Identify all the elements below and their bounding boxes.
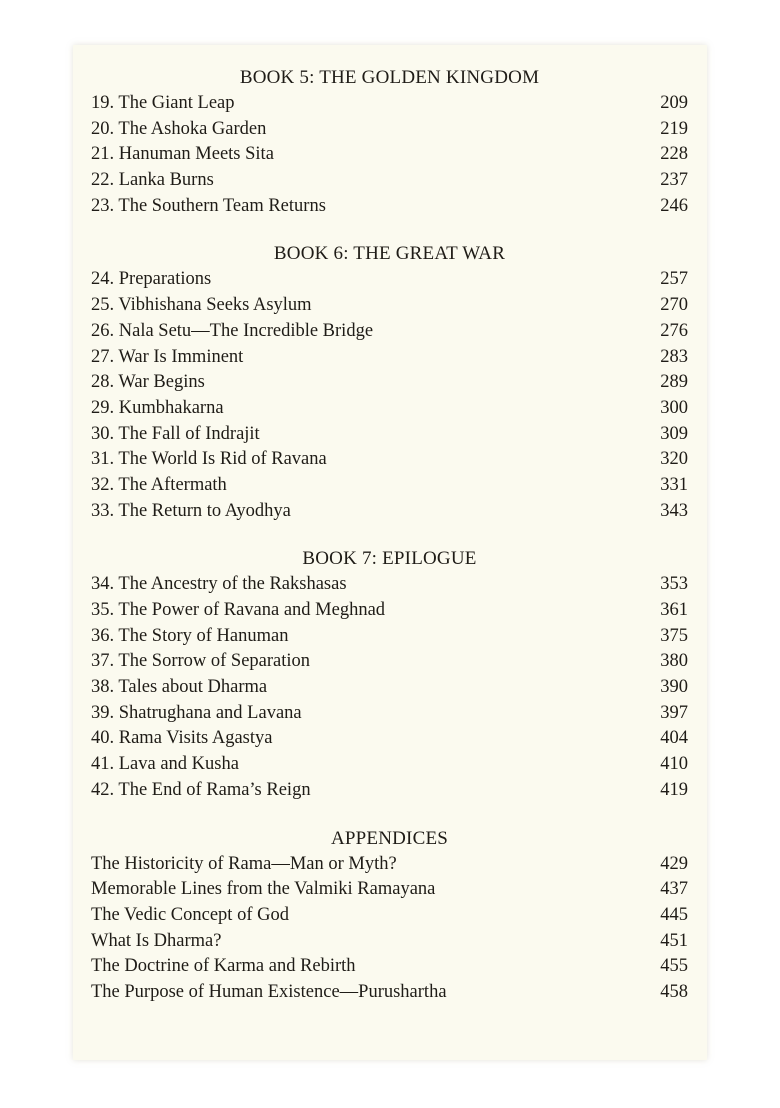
toc-entry xyxy=(91,422,688,448)
entry-title: 38. Tales about Dharma xyxy=(91,677,268,698)
entry-page: 404 xyxy=(660,728,688,749)
toc-entry xyxy=(91,852,688,878)
entry-page: 397 xyxy=(660,702,688,723)
entry-title: 27. War Is Imminent xyxy=(91,346,244,367)
entry-page: 276 xyxy=(660,320,688,341)
toc-entry xyxy=(91,726,688,752)
entry-title: 37. The Sorrow of Separation xyxy=(91,651,311,672)
entry-page: 219 xyxy=(660,118,688,139)
entry-page: 458 xyxy=(660,981,688,1002)
toc-entry xyxy=(91,194,688,220)
entry-title: 41. Lava and Kusha xyxy=(91,754,239,775)
entry-title: 21. Hanuman Meets Sita xyxy=(91,144,274,165)
toc-entry xyxy=(91,929,688,955)
toc-entry xyxy=(91,370,688,396)
toc-entry xyxy=(91,396,688,422)
toc-entry xyxy=(91,954,688,980)
toc-entry xyxy=(91,267,688,293)
entry-page: 320 xyxy=(660,449,688,470)
entry-page: 445 xyxy=(660,904,688,925)
toc-entry xyxy=(91,168,688,194)
toc-entry xyxy=(91,778,688,804)
section-spacer xyxy=(91,524,688,546)
entry-title: 35. The Power of Ravana and Meghnad xyxy=(91,600,386,620)
section-spacer xyxy=(91,804,688,826)
toc-entry xyxy=(91,980,688,1006)
entry-title: What Is Dharma? xyxy=(91,930,222,951)
toc-entry xyxy=(91,701,688,727)
entry-title: 23. The Southern Team Returns xyxy=(91,195,326,216)
toc-entry xyxy=(91,142,688,168)
entry-title: 39. Shatrughana and Lavana xyxy=(91,702,302,723)
toc-entry xyxy=(91,447,688,473)
entry-page: 451 xyxy=(660,930,688,951)
toc-entry xyxy=(91,319,688,345)
toc-entry xyxy=(91,473,688,499)
entry-page: 289 xyxy=(660,372,688,393)
entry-title: 20. The Ashoka Garden xyxy=(91,118,267,139)
toc-entry xyxy=(91,117,688,143)
entry-title: 42. The End of Rama’s Reign xyxy=(91,779,311,800)
section-spacer xyxy=(91,219,688,241)
section-title-book-5: BOOK 5: THE GOLDEN KINGDOM xyxy=(239,67,540,88)
entry-page: 455 xyxy=(660,956,688,977)
toc-entry xyxy=(91,752,688,778)
entry-title: 32. The Aftermath xyxy=(91,474,227,495)
entry-title: 29. Kumbhakarna xyxy=(91,397,224,418)
entry-page: 246 xyxy=(660,195,688,216)
entry-page: 309 xyxy=(660,423,688,444)
entry-page: 283 xyxy=(660,346,688,367)
entry-title: 30. The Fall of Indrajit xyxy=(91,423,260,444)
entry-title: 34. The Ancestry of the Rakshasas xyxy=(91,574,347,595)
entry-page: 380 xyxy=(660,651,688,672)
toc-entry xyxy=(91,624,688,650)
section-title-book-6: BOOK 6: THE GREAT WAR xyxy=(273,243,506,265)
entry-page: 429 xyxy=(660,853,688,874)
entry-page: 390 xyxy=(660,677,688,698)
entry-page: 410 xyxy=(660,754,688,775)
entry-page: 361 xyxy=(660,600,688,620)
entry-page: 331 xyxy=(660,474,688,495)
entry-title: 19. The Giant Leap xyxy=(91,93,235,113)
entry-title: 26. Nala Setu—The Incredible Bridge xyxy=(91,320,374,341)
table-of-contents xyxy=(91,65,688,1006)
toc-entry xyxy=(91,675,688,701)
entry-page: 375 xyxy=(660,625,688,646)
section-title-appendices: APPENDICES xyxy=(330,827,449,849)
entry-title: The Historicity of Rama—Man or Myth? xyxy=(91,853,397,874)
entry-title: The Vedic Concept of God xyxy=(91,904,289,925)
toc-entry xyxy=(91,649,688,675)
book-page xyxy=(73,45,707,1060)
section-title-book-7: BOOK 7: EPILOGUE xyxy=(302,548,477,570)
entry-title: The Purpose of Human Existence—Purushartha xyxy=(91,981,447,1002)
entry-page: 343 xyxy=(660,500,688,521)
entry-title: 36. The Story of Hanuman xyxy=(91,625,289,646)
toc-entry xyxy=(91,572,688,598)
entry-page: 228 xyxy=(660,144,688,165)
entry-page: 353 xyxy=(660,574,688,595)
toc-entry xyxy=(91,345,688,371)
toc-entry xyxy=(91,91,688,117)
entry-title: The Doctrine of Karma and Rebirth xyxy=(91,956,356,977)
entry-title: 33. The Return to Ayodhya xyxy=(91,500,291,521)
entry-page: 437 xyxy=(660,879,688,900)
entry-title: 25. Vibhishana Seeks Asylum xyxy=(91,295,312,316)
entry-page: 237 xyxy=(660,170,688,191)
entry-page: 300 xyxy=(660,397,688,418)
toc-entry xyxy=(91,598,688,624)
entry-page: 270 xyxy=(660,295,688,316)
entry-title: 31. The World Is Rid of Ravana xyxy=(91,449,327,470)
entry-title: 40. Rama Visits Agastya xyxy=(91,728,273,749)
toc-entry xyxy=(91,499,688,525)
entry-title: 22. Lanka Burns xyxy=(91,170,214,191)
entry-title: 28. War Begins xyxy=(91,372,205,393)
toc-entry xyxy=(91,293,688,319)
toc-entry xyxy=(91,903,688,929)
entry-page: 419 xyxy=(660,779,688,800)
entry-page: 257 xyxy=(660,269,688,290)
toc-entry xyxy=(91,877,688,903)
entry-title: Memorable Lines from the Valmiki Ramayana xyxy=(91,879,436,900)
entry-page: 209 xyxy=(660,93,688,113)
entry-title: 24. Preparations xyxy=(91,269,212,290)
